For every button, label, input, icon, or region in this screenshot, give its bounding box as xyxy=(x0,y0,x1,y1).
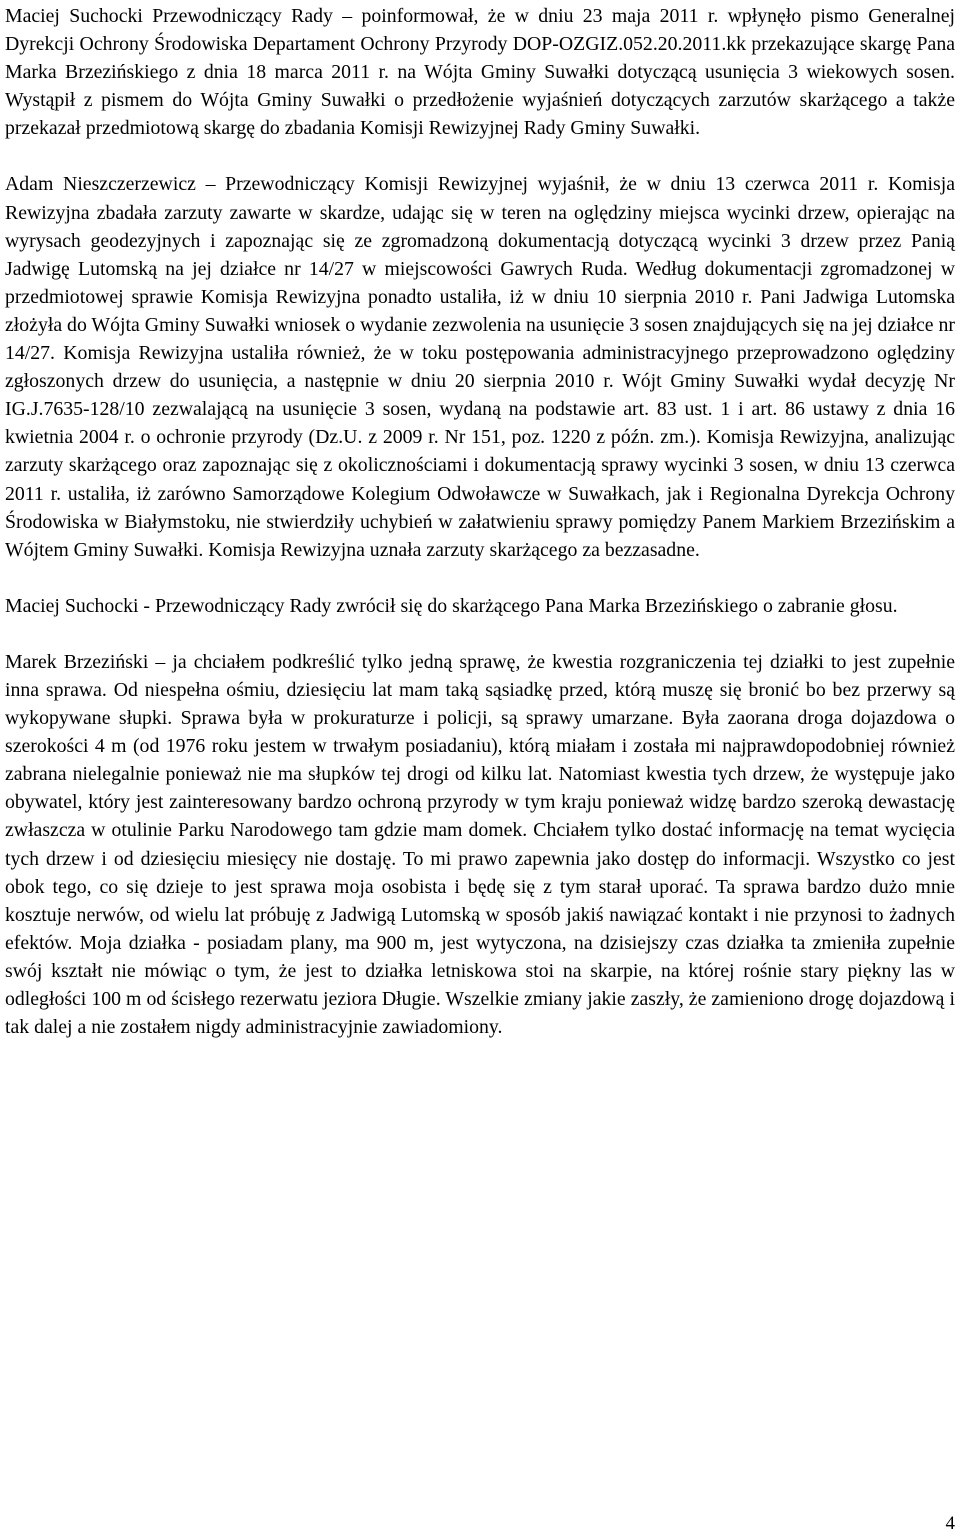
page-number: 4 xyxy=(945,1513,955,1534)
paragraph-chairman-invitation: Maciej Suchocki - Przewodniczący Rady zwrócił się do skarżącego Pana Marka Brzezińskiego o zabranie głosu. xyxy=(5,594,898,617)
paragraph-chairman-report: Maciej Suchocki Przewodniczący Rady – poinformował, że w dniu 23 maja 2011 r. wpłynęło pismo Generalnej Dyrekcji Ochrony Środowiska Departament Ochrony Przyrody DOP-OZGIZ.052.20.2011.kk przekazujące skargę Pana Marka Brzezińskiego z dnia 18 marca 2011 r. na Wójta Gminy Suwałki dotyczącą usunięcia 3 wiekowych sosen. Wystąpił z pismem do Wójta Gminy Suwałki o przedłożenie wyjaśnień dotyczących zarzutów skarżącego a także przekazał przedmiotową skargę do zbadania Komisji Rewizyjnej Rady Gminy Suwałki. xyxy=(5,5,955,140)
paragraph-audit-committee-findings: Adam Nieszczerzewicz – Przewodniczący Komisji Rewizyjnej wyjaśnił, że w dniu 13 czerwca 2011 r. Komisja Rewizyjna zbadała zarzuty zawarte w skardze, udając się w teren na oględziny miejsca wycinki drzew, opierając na wyrysach geodezyjnych i zapoznając się ze zgromadzoną dokumentacją dotyczącą wycinki 3 drzew przez Panią Jadwigę Lutomską na jej działce nr 14/27 w miejscowości Gawrych Ruda. Według dokumentacji zgromadzonej w przedmiotowej sprawie Komisja Rewizyjna ponadto ustaliła, iż w dniu 10 sierpnia 2010 r. Pani Jadwiga Lutomska złożyła do Wójta Gminy Suwałki wniosek o wydanie zezwolenia na usunięcie 3 sosen znajdujących się na jej działce nr 14/27. Komisja Rewizyjna ustaliła również, że w toku postępowania administracyjnego przeprowadzono oględziny zgłoszonych drzew do usunięcia, a następnie w dniu 20 sierpnia 2010 r. Wójt Gminy Suwałki wydał decyzję Nr IG.J.7635-128/10 zezwalającą na usunięcie 3 sosen, wydaną na podstawie art. 83 ust. 1 i art. 86 ustawy z dnia 16 kwietnia 2004 r. o ochronie przyrody (Dz.U. z 2009 r. Nr 151, poz. 1220 z późn. zm.). Komisja Rewizyjna, analizując zarzuty skarżącego oraz zapoznając się z okolicznościami i dokumentacją sprawy wycinki 3 sosen, w dniu 13 czerwca 2011 r. ustaliła, iż zarówno Samorządowe Kolegium Odwoławcze w Suwałkach, jak i Regionalna Dyrekcja Ochrony Środowiska w Białymstoku, nie stwierdziły uchybień w załatwieniu sprawy pomiędzy Panem Markiem Brzezińskim a Wójtem Gminy Suwałki. Komisja Rewizyjna uznała zarzuty skarżącego za bezzasadne. xyxy=(5,173,955,561)
paragraph-spacer xyxy=(5,620,955,648)
paragraph-complainant-statement: Marek Brzeziński – ja chciałem podkreślić tylko jedną sprawę, że kwestia rozgraniczenia tej działki to jest zupełnie inna sprawa. Od niespełna ośmiu, dziesięciu lat mam taką sąsiadkę przed, którą muszę się bronić bo bez przerwy są wykopywane słupki. Sprawa była w prokuraturze i policji, są sprawy umarzane. Była zaorana droga dojazdowa o szerokości 4 m (od 1976 roku jestem w trwałym posiadaniu), którą miałam i została mi najprawdopodobniej również zabrana nielegalnie ponieważ nie ma słupków tej drogi od kilku lat. Natomiast kwestia tych drzew, że występuje jako obywatel, który jest zainteresowany bardzo ochroną przyrody w tym kraju ponieważ widzę bardzo szeroką dewastację zwłaszcza w otulinie Parku Narodowego tam gdzie mam domek. Chciałem tylko dostać informację na temat wycięcia tych drzew i od dziesięciu miesięcy nie dostaję. To mi prawo zapewnia jako dostęp do informacji. Wszystko co jest obok tego, co się dzieje to jest sprawa moja osobista i będę się z tym starał uporać. Ta sprawa bardzo dużo mnie kosztuje nerwów, od wielu lat próbuję z Jadwigą Lutomską w sposób jakiś nawiązać kontakt i nie przynosi to żadnych efektów. Moja działka - posiadam plany, ma 900 m, jest wytyczona, na dzisiejszy czas działka ta zmieniła zupełnie swój kształt nie mówiąc o tym, że jest to działka letniskowa stoi na skarpie, na której rośnie stary piękny las w odległości 100 m od ścisłego rezerwatu jeziora Długie. Wszelkie zmiany jakie zaszły, że zamieniono drogę dojazdową i tak dalej a nie zostałem nigdy administracyjnie zawiadomiony. xyxy=(5,650,955,1039)
paragraph-spacer xyxy=(5,142,955,170)
paragraph-spacer xyxy=(5,564,955,592)
document-body xyxy=(5,2,955,1041)
